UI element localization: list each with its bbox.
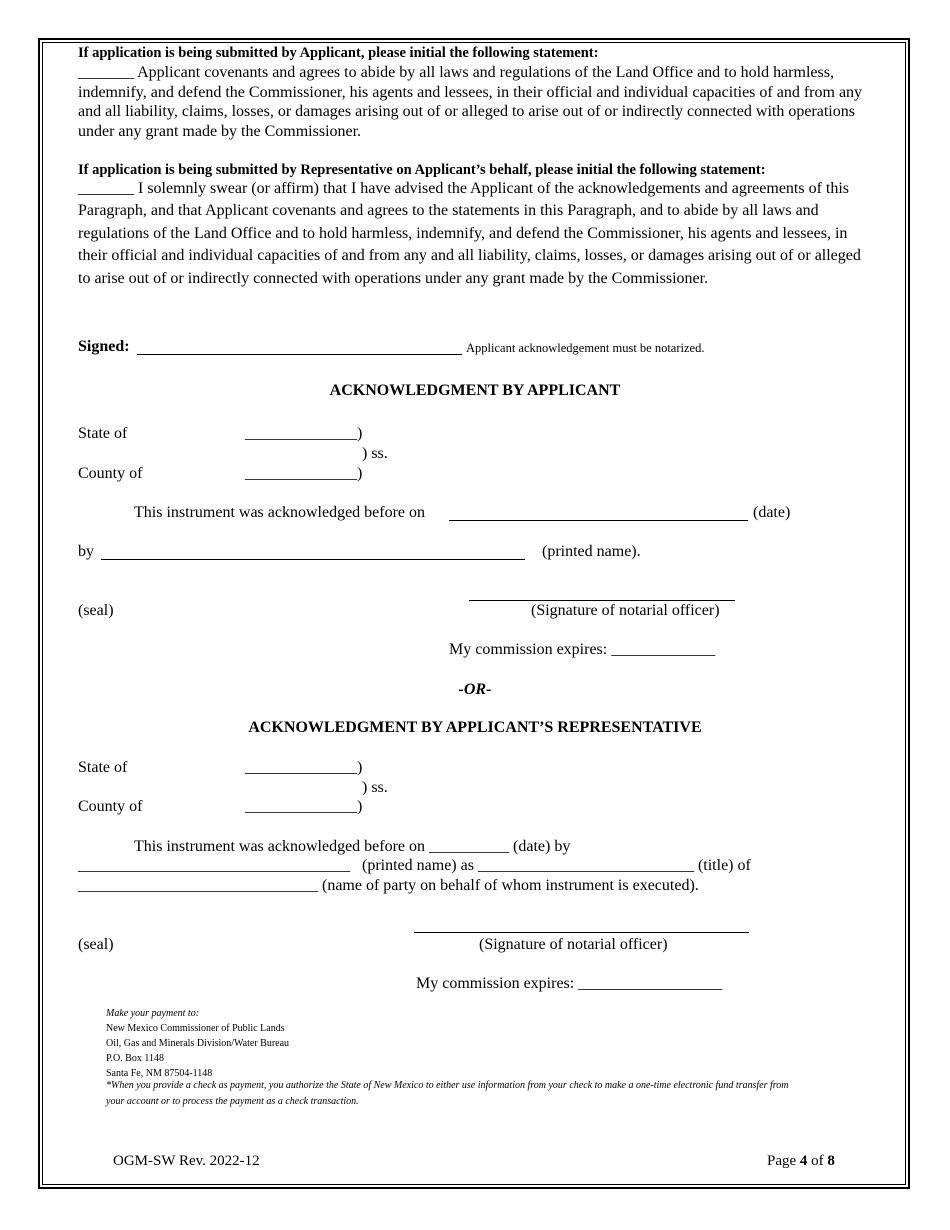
ack-applicant-instrument-text: This instrument was acknowledged before on <box>134 504 426 521</box>
representative-statement-paragraph <box>78 178 868 290</box>
ack-applicant-by-label: by <box>78 543 94 560</box>
ack-applicant-date-line[interactable] <box>449 520 748 521</box>
applicant-statement-heading: If application is being submitted by Applicant, please initial the following statement: <box>78 45 599 61</box>
payment-note-line1: *When you provide a check as payment, you authorize the State of New Mexico to either use information from your check to make a one-time electronic fund transfer from <box>106 1080 789 1091</box>
page-label: Page <box>767 1153 797 1169</box>
ack-applicant-county-label: County of <box>78 465 143 482</box>
ack-applicant-signature-line[interactable] <box>469 600 735 601</box>
ack-applicant-commission[interactable]: My commission expires: _____________ <box>449 641 716 658</box>
payment-note-line2: your account or to process the payment as a check transaction. <box>106 1096 359 1107</box>
ack-rep-signature-line[interactable] <box>414 932 749 933</box>
ack-applicant-heading: ACKNOWLEDGMENT BY APPLICANT <box>329 382 621 399</box>
ack-applicant-state-blank[interactable]: ______________) <box>245 425 363 442</box>
signed-line[interactable] <box>137 354 462 355</box>
page-of: of <box>811 1153 824 1169</box>
ack-applicant-date-label: (date) <box>753 504 791 521</box>
ack-applicant-state-label: State of <box>78 425 128 442</box>
payment-intro: Make your payment to: <box>106 1008 200 1019</box>
or-separator: -OR- <box>458 681 492 698</box>
ack-applicant-ss: ) ss. <box>362 445 388 462</box>
ack-representative-heading: ACKNOWLEDGMENT BY APPLICANT’S REPRESENTATIVE <box>248 719 702 736</box>
ack-rep-county-blank[interactable]: ______________) <box>245 798 363 815</box>
ack-applicant-county-blank[interactable]: ______________) <box>245 465 363 482</box>
ack-rep-state-label: State of <box>78 759 128 776</box>
payment-line: New Mexico Commissioner of Public Lands <box>106 1023 285 1034</box>
form-id: OGM-SW Rev. 2022-12 <box>113 1153 260 1169</box>
signed-note: Applicant acknowledgement must be notarized. <box>466 341 705 355</box>
payment-line: Oil, Gas and Minerals Division/Water Bureau <box>106 1038 290 1049</box>
ack-applicant-printed-name-label: (printed name). <box>542 543 641 560</box>
representative-statement-heading: If application is being submitted by Representative on Applicant’s behalf, please initial the following statement: <box>78 162 766 178</box>
payment-line: Santa Fe, NM 87504-1148 <box>106 1068 213 1079</box>
ack-rep-signature-label: (Signature of notarial officer) <box>479 936 668 953</box>
representative-initial-blank[interactable]: _______ <box>78 180 134 197</box>
applicant-statement-paragraph <box>78 63 868 141</box>
page-total: 8 <box>827 1153 835 1169</box>
ack-rep-county-label: County of <box>78 798 143 815</box>
applicant-statement-text: Applicant covenants and agrees to abide by all laws and regulations of the Land Office and to hold harmless, indemnify, and defend the Commissioner, his agents and lessees, in their official and individual capacities of and from any and all liability, claims, losses, or damages arising out of or alleged to arise out of or indirectly connected with operations under any grant made by the Commissioner. <box>78 64 863 140</box>
ack-applicant-seal: (seal) <box>78 602 114 619</box>
ack-rep-state-blank[interactable]: ______________) <box>245 759 363 776</box>
ack-rep-line1[interactable]: This instrument was acknowledged before on __________ (date) by <box>134 838 571 855</box>
page-number <box>767 1153 835 1170</box>
ack-rep-line3[interactable]: ______________________________ (name of party on behalf of whom instrument is executed). <box>78 877 699 894</box>
ack-rep-ss: ) ss. <box>362 779 388 796</box>
page-current: 4 <box>799 1153 808 1169</box>
signed-label: Signed: <box>78 338 130 355</box>
applicant-initial-blank[interactable]: _______ <box>78 64 134 81</box>
ack-rep-seal: (seal) <box>78 936 114 953</box>
payment-line: P.O. Box 1148 <box>106 1053 164 1064</box>
ack-applicant-name-line[interactable] <box>101 559 525 560</box>
ack-applicant-signature-label: (Signature of notarial officer) <box>531 602 720 619</box>
ack-rep-commission[interactable]: My commission expires: __________________ <box>416 975 723 992</box>
ack-rep-line2[interactable]: __________________________________ (printed name) as ___________________________ (title) of <box>78 857 751 874</box>
representative-statement-text: I solemnly swear (or affirm) that I have advised the Applicant of the acknowledgements and agreements of this Paragraph, and that Applicant covenants and agrees to the statements in this Paragraph, and to abide by all laws and regulations of the Land Office and to hold harmless, indemnify, and defend the Commissioner, his agents and lessees, in their official and individual capacities of and from any and all liability, claims, losses, or damages arising out of or alleged to arise out of or indirectly connected with operations under any grant made by the Commissioner. <box>78 180 861 287</box>
